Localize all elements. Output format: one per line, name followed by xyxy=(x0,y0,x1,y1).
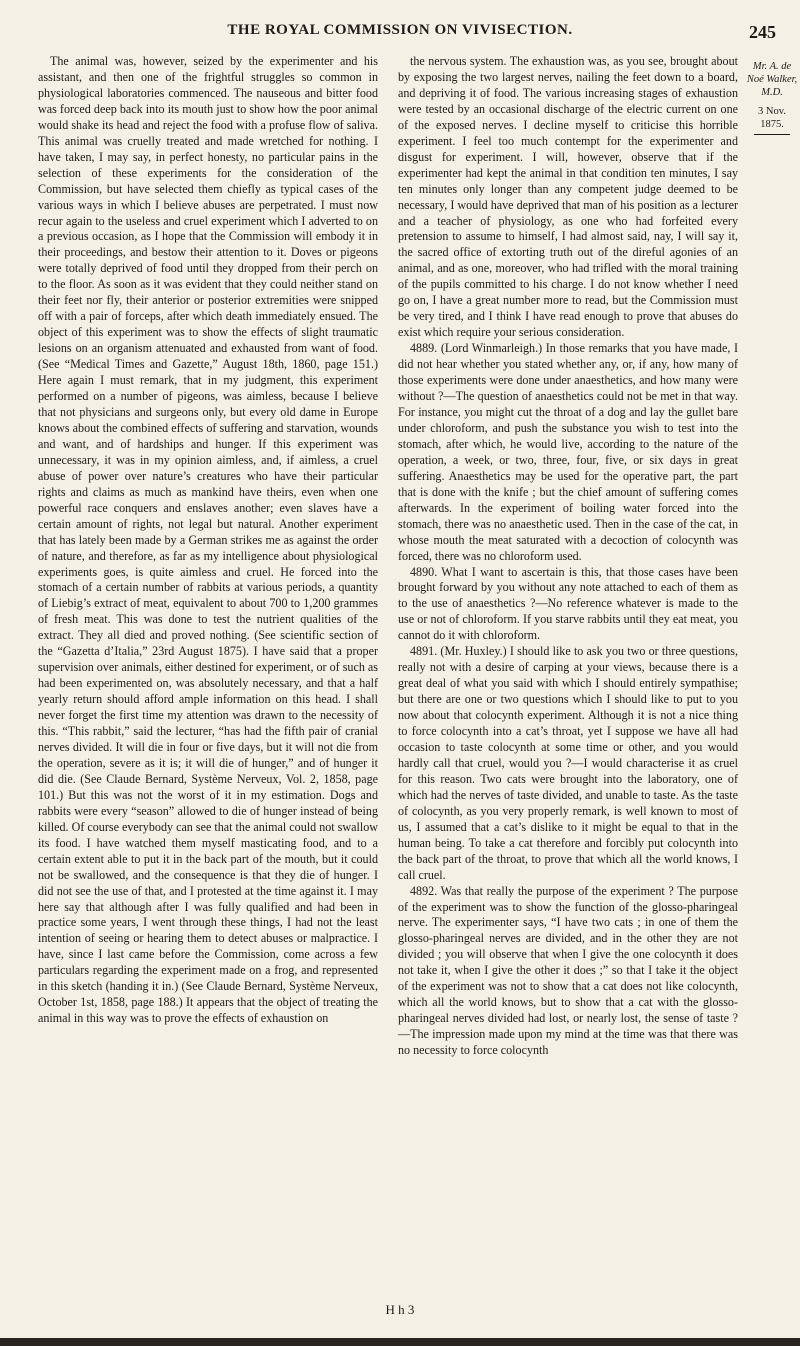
right-column xyxy=(398,54,738,1059)
right-paragraph: 4890. What I want to ascertain is this, that those cases have been brought forward by you without any note attached to each of them as to the use of anaesthetics ?—No reference whatever is made to the use or not of chloroform. If you starve rabbits until they eat meat, you cannot do it with chloroform. xyxy=(398,564,738,643)
signature-mark: H h 3 xyxy=(385,1302,415,1317)
page-number: 245 xyxy=(749,22,776,42)
right-paragraph: the nervous system. The exhaustion was, as you see, brought about by exposing the two largest nerves, nailing the feet down to a board, and depriving it of food. The various increasing stages of exhaustion were tested by an occasional discharge of the electric current on one of the exposed nerves. I decline myself to criticise this horrible experiment. I feel too much contempt for the experimenter and disgust for experiment. I will, however, observe that if the experimenter had kept the animal in that condition ten minutes, I say ten minutes only longer than any competent judge deemed to be necessary, I would have deprived that man of his position as a lecturer and a teacher of physiology, as one who had forfeited every pretension to assume to himself, I had almost said, nay, I will say it, the sacred office of extorting truth out of the direful agonies of an animal, and as one, moreover, who had trifled with the moral training of the pupils committed to his charge. I do not know whether I need go on, I have a great number more to read, but the Commission must be very tired, and I think I have read enough to prove that abuses do exist which require your serious consideration. xyxy=(398,54,738,340)
margin-rule xyxy=(754,134,790,135)
right-paragraph: 4891. (Mr. Huxley.) I should like to ask you two or three questions, really not with a desire of carping at your views, because there is a great deal of what you said with which I should entirely sympathise; but there are one or two questions which I should like to put to you now about that colocynth experiment. Although it is not a nice thing to force colocynth into a cat’s throat, yet I suppose we have all had occasion to taste colocynth at some time or other, and you would hardly call that cruel, would you ?—I would characterise it as cruel for this reason. Two cats were brought into the laboratory, one of which had the nerves of taste divided, and unable to taste. As the taste of colocynth, as you very properly remark, is well known to most of us, I assumed that a cat’s dislike to it might be equal to that in the human being. To take a cat therefore and forcibly put colocynth into the back part of the throat, to prove that which all the world knows, I call cruel. xyxy=(398,644,738,882)
page-header xyxy=(0,22,800,46)
running-title: THE ROYAL COMMISSION ON VIVISECTION. xyxy=(227,22,573,38)
right-paragraph: 4889. (Lord Winmarleigh.) In those remarks that you have made, I did not hear whether you stated whether any, or, if any, how many of those experiments were done under anaesthetics, and how many were without ?—The question of anaesthetics could not be met in that way. For instance, you might cut the throat of a dog and lay the gullet bare under chloroform, and push the substance you wish to test into the stomach, after which, he would live, according to the nature of the operation, a week, or two, three, four, five, or six days in great suffering. Anaesthetics may be used for the operative part, the part that is done with the knife ; but the chief amount of suffering comes afterwards. In the experiment of boiling water forced into the stomach, there was no anaesthetic used. Then in the case of the cat, in whose mouth the meat saturated with a decoction of colocynth was forced, there was no chloroform used. xyxy=(398,341,738,563)
right-paragraph: 4892. Was that really the purpose of the experiment ? The purpose of the experiment was to show the function of the glosso-pharingeal nerve. The experimenter says, “I have two cats ; in one of them the glosso-pharingeal nerves are divided, and in the other they are not divided ; you will observe that when I give the one colocynth it does not take it, when I give the other it does ;” so that I take it the object of the experiment was not to show that a cat does not like colocynth, which all the world knows, but to show that a cat with the glosso-pharingeal nerves divided had lost, or nearly lost, the sense of taste ?—The impression made upon my mind at the time was that there was no necessity to force colocynth xyxy=(398,883,738,1058)
testimony-date: 3 Nov. 1875. xyxy=(758,106,786,130)
witness-name: Mr. A. de Noé Walker, M.D. xyxy=(746,61,798,98)
left-column xyxy=(38,54,378,1027)
margin-note xyxy=(746,60,798,135)
scan-edge-bar xyxy=(0,1338,800,1346)
left-column-text: The animal was, however, seized by the experimenter and his assistant, and then one of the frightful struggles so common in physiological laboratories commenced. The nauseous and bitter food was forced deep back into its mouth just to show how the poor animal would shake its head and reject the food with a profuse flow of saliva. This animal was cruelly treated and made wretched for nothing. I have taken, I may say, in perfect honesty, no particular pains in the selection of these experiments for the consideration of the Commission, but have selected them chiefly as typical cases of the various ways in which I believe abuses are perpetrated. I must now recur again to the useless and cruel experiment which I adverted to on a previous occasion, as I hope that the Commission will embody it in their proceedings, and bestow their attention to it. Doves or pigeons were totally deprived of food until they dropped from their perch on to the floor. As soon as it was evident that they could neither stand on their feet nor fly, their anterior or posterior extremities were snipped off with a pair of forceps, after which death immediately ensued. The object of this experiment was to show the effects of slight traumatic lesions on an organism attenuated and exhausted from want of food. (See “Medical Times and Gazette,” August 18th, 1860, page 151.) Here again I must remark, that in my judgment, this experiment performed on a number of pigeons, was aimless, because I believe that not physicians and surgeons only, but every old dame in Europe knows about the combined effects of suffering and starvation, wounds and want, and of hardships and hunger. If this experiment was unnecessary, it was in my opinion aimless, and, if aimless, a cruel abuse of power over nature’s creatures who have their particular rights and claims as much as mankind have theirs, even when one powerful race conquers and enslaves another; even slaves have a certain amount of rights, not legal but natural. Another experiment that has lately been made by a German strikes me as against the order of nature, and therefore, as far as my intelligence about physiological experiments goes, is quite aimless and cruel. He forced into the stomach of a certain number of rabbits at various periods, a quantity of Liebig’s extract of meat, equivalent to about 700 to 1,200 grammes of fresh meat. This was done to test the nutrient qualities of the extract. They all died and proved nothing. (See scientific section of the “Gazetta d’Italia,” 23rd August 1875). I have said that a proper supervision over animals, either destined for experiment, or of such as had been experimented on, was absolutely necessary, and that a half yearly return should afford ample information on this head. I shall never forget the first time my attention was drawn to the necessity of this. “This rabbit,” said the lecturer, “has had the fifth pair of cranial nerves divided. It will die in four or five days, but it will not die from the operation, severe as it is; it will die of hunger,” and of hunger it did die. (See Claude Bernard, Système Nerveux, Vol. 2, 1858, page 101.) But this was not the worst of it in my estimation. Dogs and rabbits were every “season” allowed to die of hunger instead of being killed. Of course everybody can see that the animal could not swallow its food. I have watched them myself masticating food, and to a certain extent able to put it in the back part of the mouth, but it could not be swallowed, and the consequence is that they die of hunger. I did not see the use of that, and I protested at the time against it. I may here say that although after I was fully qualified and had been in practice some years, I went through these things, I had not the least intention of seeing or hearing them to detect abuses or malpractice. I have, since I last came before the Commission, come across a few particulars regarding the experiment made on a frog, and represented in this sketch (handing it in.) (See Claude Bernard, Système Nerveux, October 1st, 1858, page 188.) It appears that the object of treating the animal in this way was to prove the effects of exhaustion on xyxy=(38,54,378,1026)
